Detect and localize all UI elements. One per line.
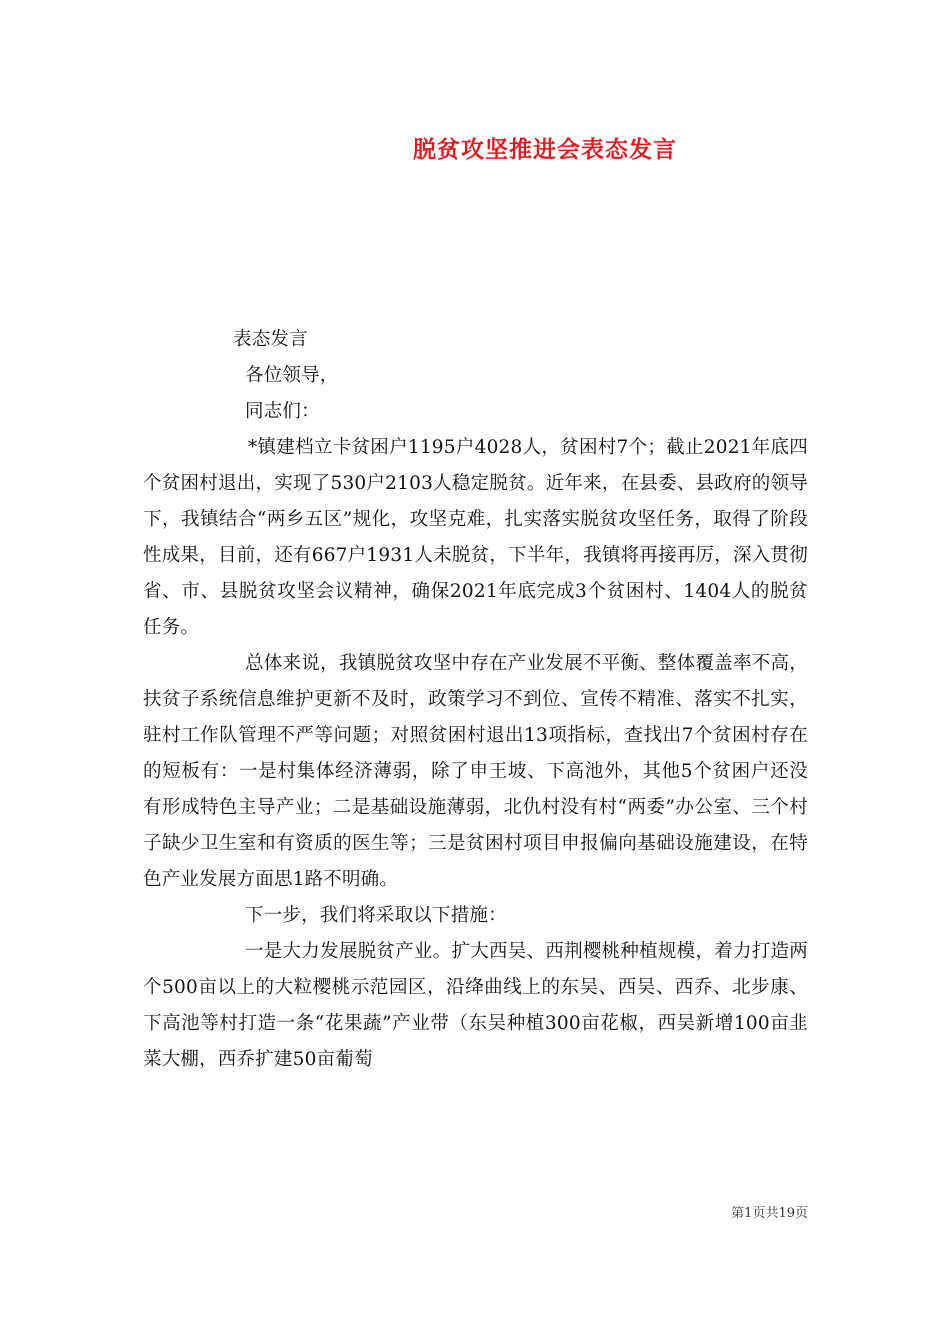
paragraph-next-steps: 下一步，我们将采取以下措施： [245, 905, 507, 926]
salutation-leaders: 各位领导， [245, 365, 339, 386]
heading-label: 表态发言 [233, 329, 308, 350]
document-title: 脱贫攻坚推进会表态发言 [413, 136, 677, 163]
salutation-comrades: 同志们： [245, 401, 320, 422]
document-body [143, 322, 808, 1078]
paragraph-measure-one: 一是大力发展脱贫产业。扩大西吴、西荆樱桃种植规模，着力打造两个500亩以上的大粒樱桃示范园区，沿绛曲线上的东吴、西吴、西乔、北步康、下高池等村打造一条“花果蔬”产业带（东吴种植300亩花椒，西吴新增100亩韭菜大棚，西乔扩建50亩葡萄 [143, 941, 808, 1070]
paragraph-overview: *镇建档立卡贫困户1195户4028人，贫困村7个；截止2021年底四个贫困村退出，实现了530户2103人稳定脱贫。近年来，在县委、县政府的领导下，我镇结合“两乡五区”规化，攻坚克难，扎实落实脱贫攻坚任务，取得了阶段性成果，目前，还有667户1931人未脱贫，下半年，我镇将再接再厉，深入贯彻省、市、县脱贫攻坚会议精神，确保2021年底完成3个贫困村、1404人的脱贫任务。 [143, 437, 808, 638]
paragraph-problems: 总体来说，我镇脱贫攻坚中存在产业发展不平衡、整体覆盖率不高，扶贫子系统信息维护更新不及时，政策学习不到位、宣传不精准、落实不扎实，驻村工作队管理不严等问题；对照贫困村退出13项指标，查找出7个贫困村存在的短板有：一是村集体经济薄弱，除了申王坡、下高池外，其他5个贫困户还没有形成特色主导产业；二是基础设施薄弱，北仇村没有村“两委”办公室、三个村子缺少卫生室和有资质的医生等；三是贫困村项目申报偏向基础设施建设，在特色产业发展方面思1路不明确。 [143, 653, 808, 890]
page-number: 第1页共19页 [731, 1206, 808, 1221]
